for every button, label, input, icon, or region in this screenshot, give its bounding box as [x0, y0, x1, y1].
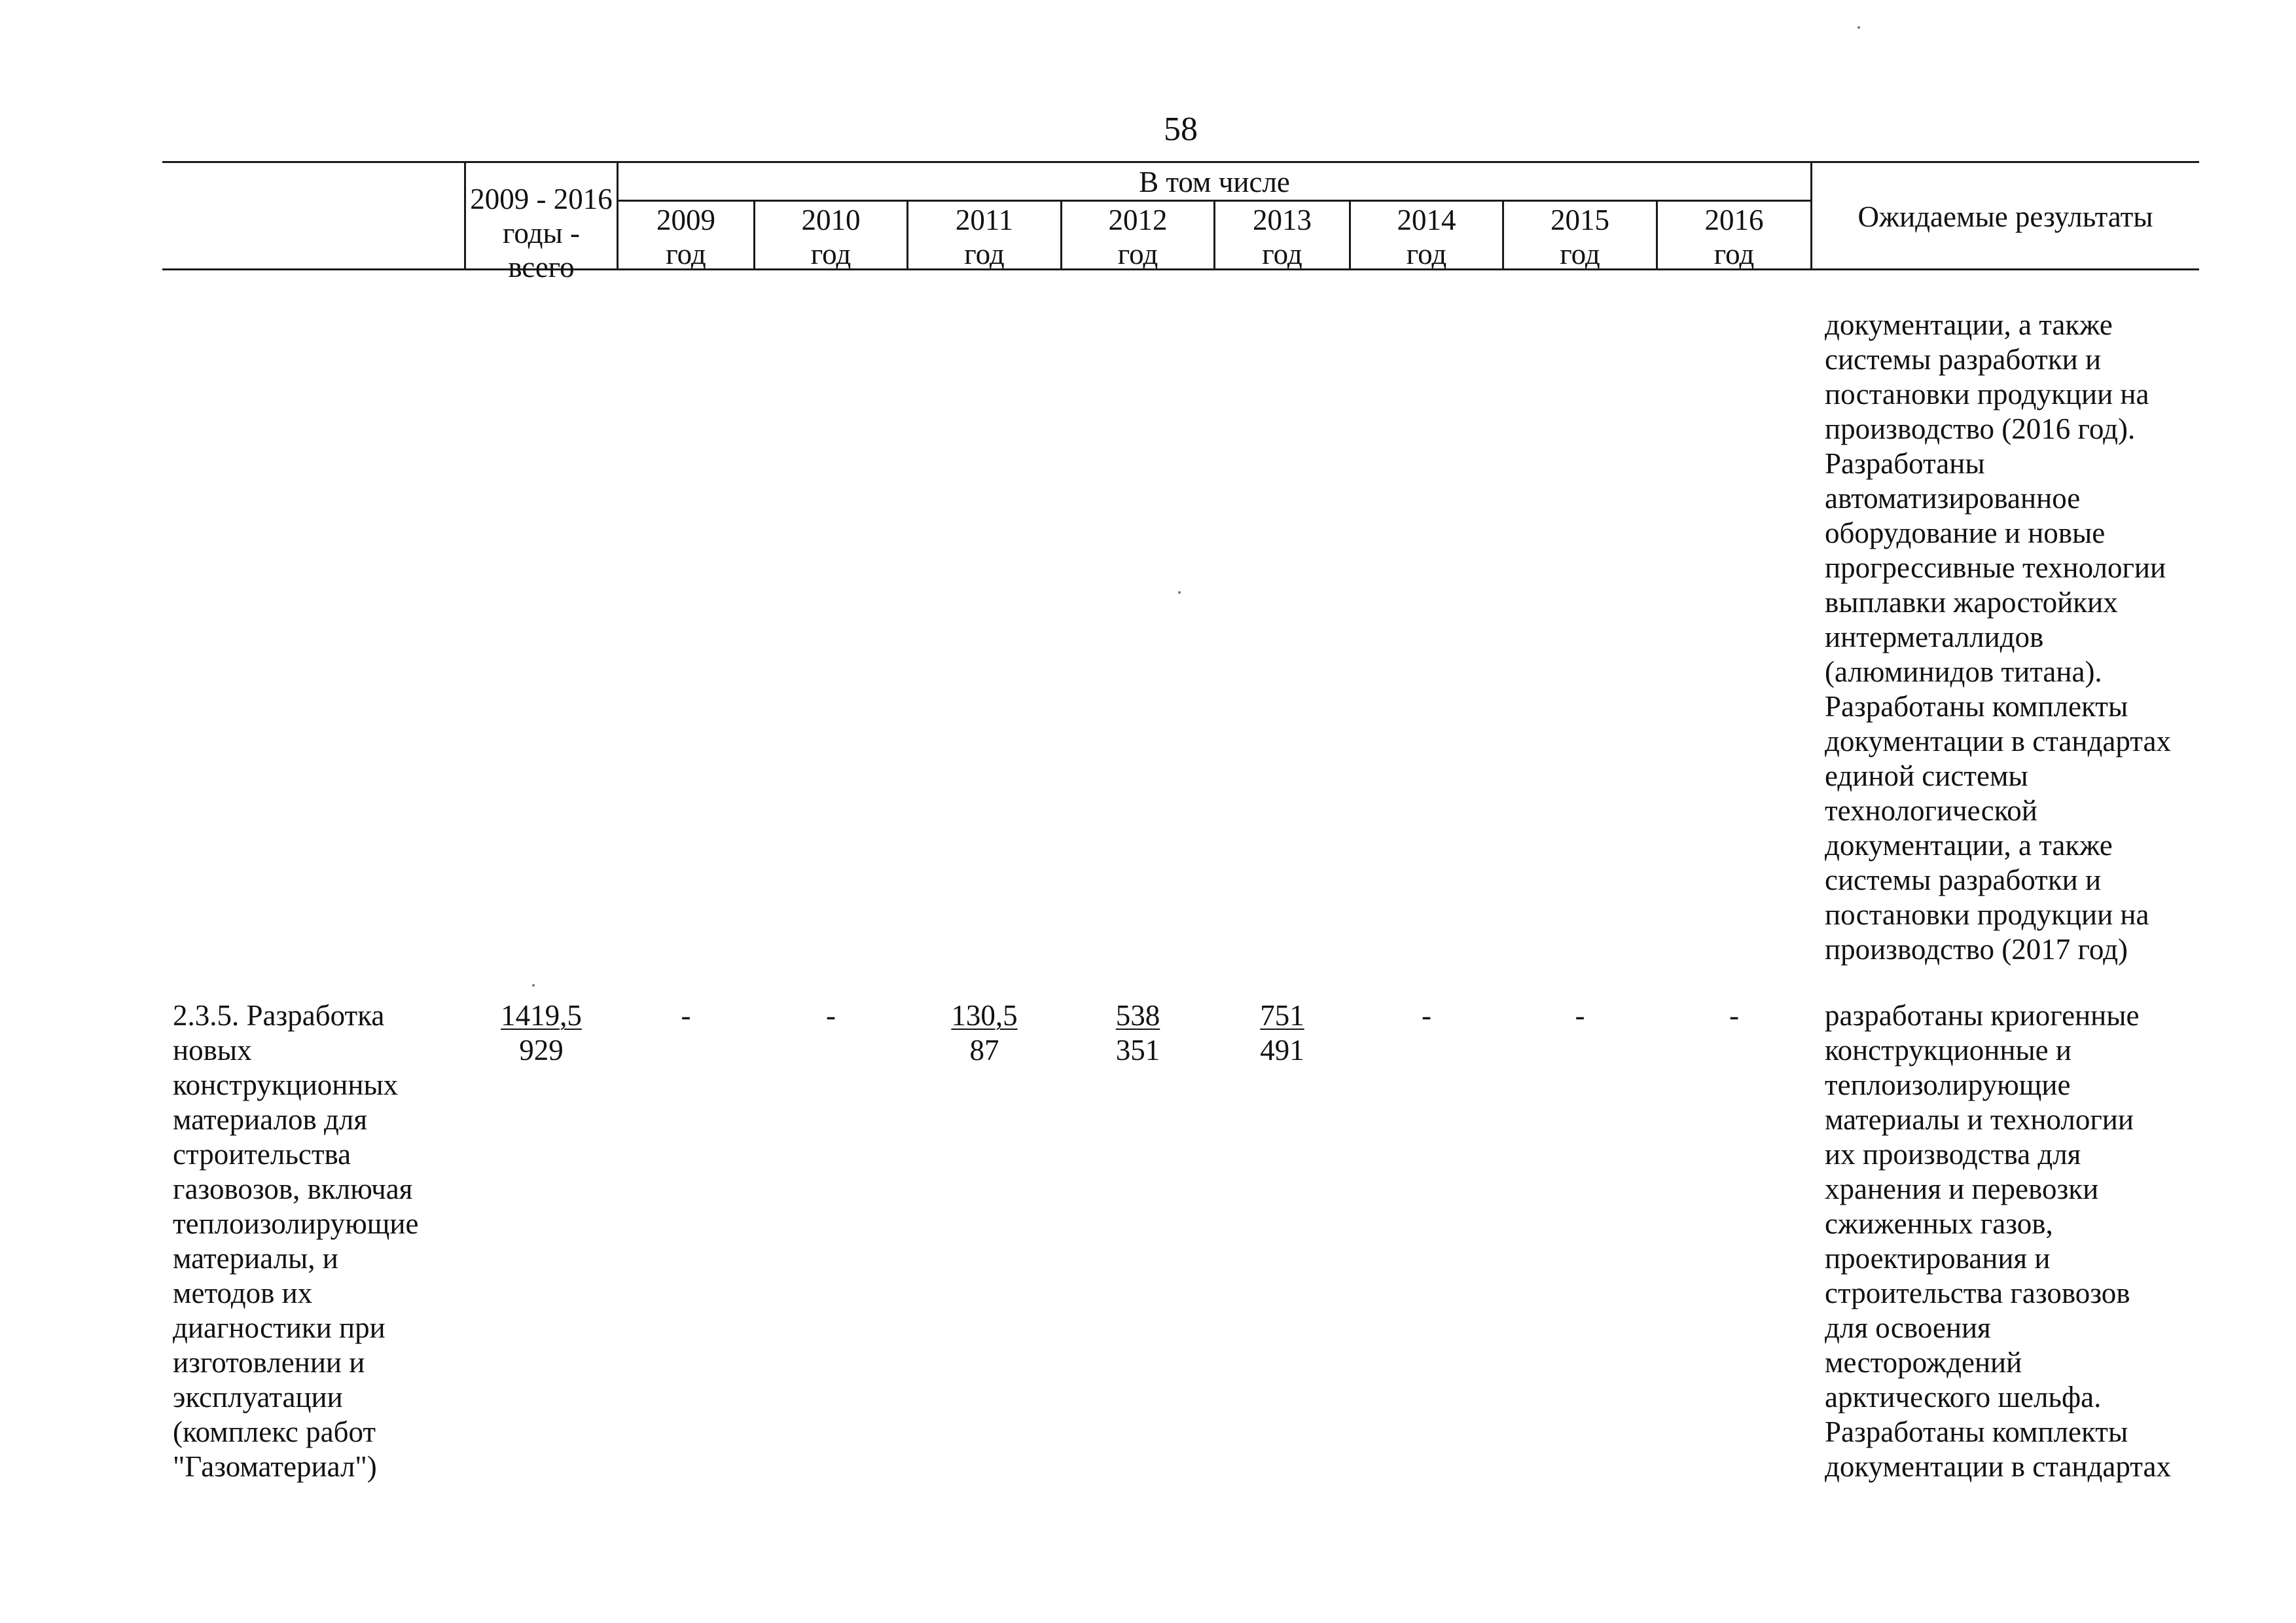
- row-235-2012-top: 538: [1115, 999, 1160, 1032]
- header-year-2009: [619, 203, 753, 271]
- row-235-2012: [1062, 998, 1213, 1068]
- year-unit: год: [964, 238, 1005, 270]
- header-year-2012: [1062, 203, 1213, 271]
- header-year-2010: [755, 203, 906, 271]
- year-unit: год: [666, 238, 706, 270]
- row-235-2010: -: [826, 999, 836, 1032]
- year-unit: год: [1406, 238, 1447, 270]
- year-label: 2015: [1551, 204, 1609, 236]
- header-total-line1: 2009 - 2016: [470, 183, 613, 215]
- header-year-2016: [1658, 203, 1810, 271]
- continuation-results-text: документации, а также системы разработки и постановки продукции на производство (2016 год). Разработаны автоматизированное оборудование и новые прогрессивные технологии выплавки жаростойких интерметаллидов (алюминидов титана). Разработаны комплекты документации в стандартах единой системы технологической документации, а также системы разработки и постановки продукции на производство (2017 год): [1825, 308, 2171, 966]
- year-unit: год: [1117, 238, 1158, 270]
- year-label: 2009: [656, 204, 715, 236]
- year-label: 2010: [801, 204, 861, 236]
- row-235-2011-top: 130,5: [951, 999, 1018, 1032]
- year-label: 2016: [1704, 204, 1764, 236]
- header-year-2014: [1351, 203, 1502, 271]
- year-unit: год: [1262, 238, 1302, 270]
- year-label: 2011: [955, 204, 1014, 236]
- year-label: 2013: [1253, 204, 1312, 236]
- header-year-2011: [908, 203, 1060, 271]
- row-235-2015: -: [1575, 999, 1585, 1032]
- row-235-2012-bottom: 351: [1115, 1034, 1160, 1067]
- row-235-total-bottom: 929: [519, 1034, 564, 1067]
- row-235-title: 2.3.5. Разработка новых конструкционных материалов для строительства газовозов, включая теплоизолирующие материалы, и методов их диагностики при изготовлении и эксплуатации (комплекс работ "Газоматериал"): [173, 999, 419, 1483]
- year-unit: год: [810, 238, 852, 270]
- header-year-2013: [1215, 203, 1349, 271]
- row-235-2011: [908, 998, 1060, 1068]
- row-235-2013: [1215, 998, 1349, 1068]
- scan-speck: [532, 984, 535, 987]
- header-results-label: Ожидаемые результаты: [1857, 200, 2153, 233]
- row-235-2011-bottom: 87: [969, 1034, 999, 1067]
- year-label: 2014: [1397, 204, 1456, 236]
- row-235-results-text: разработаны криогенные конструкционные и теплоизолирующие материалы и технологии их производства для хранения и перевозки сжиженных газов, проектирования и строительства газовозов для освоения месторождений арктического шельфа. Разработаны комплекты документации в стандартах: [1825, 999, 2171, 1483]
- header-group-label: В том числе: [1139, 166, 1290, 198]
- header-year-2015: [1504, 203, 1656, 271]
- scan-speck: [1178, 591, 1181, 594]
- page-number: 58: [1164, 111, 1198, 148]
- row-235-2009: -: [681, 999, 691, 1032]
- table-top-rule: [162, 161, 2199, 163]
- row-235-total-top: 1419,5: [501, 999, 582, 1032]
- row-235-total: [466, 998, 617, 1068]
- row-235-2016: -: [1729, 999, 1739, 1032]
- row-235-2013-top: 751: [1260, 999, 1304, 1032]
- row-235-2013-bottom: 491: [1260, 1034, 1304, 1067]
- year-label: 2012: [1108, 204, 1168, 236]
- scan-speck: [1857, 26, 1860, 29]
- year-unit: год: [1713, 238, 1755, 270]
- header-total-col: [466, 182, 617, 284]
- year-unit: год: [1560, 238, 1600, 270]
- header-total-line2: годы - всего: [503, 217, 580, 283]
- row-235-2014: -: [1422, 999, 1431, 1032]
